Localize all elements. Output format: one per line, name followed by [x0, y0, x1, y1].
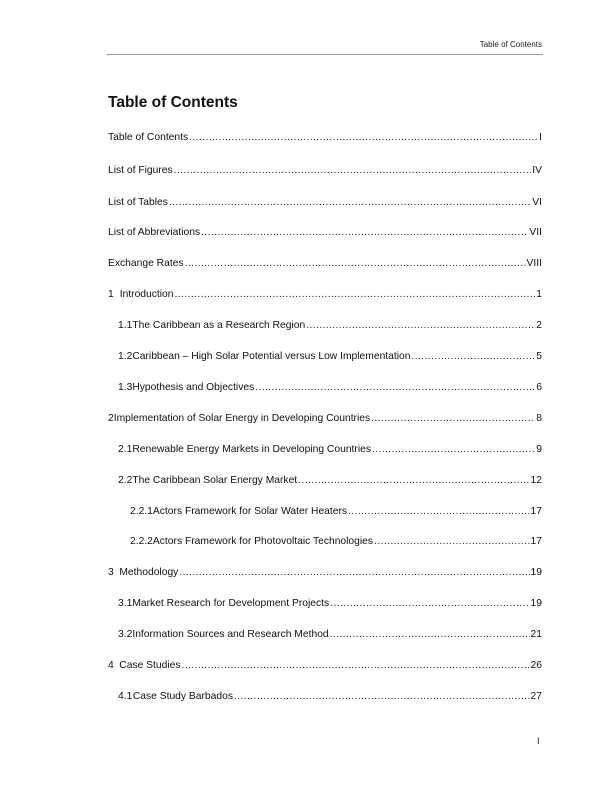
toc-entry-page: 21 [530, 629, 542, 640]
toc-entry[interactable] [118, 443, 542, 457]
toc-entry-page: IV [532, 165, 542, 176]
toc-entry[interactable] [108, 412, 542, 426]
toc-entry[interactable] [118, 690, 542, 704]
toc-entry-title: Methodology [119, 567, 179, 578]
toc-entry-number: 2.2.1 [130, 506, 153, 517]
toc-entry-title: The Caribbean Solar Energy Market [132, 475, 298, 486]
toc-entry[interactable] [108, 257, 542, 271]
dot-leader [374, 535, 529, 549]
dot-leader [306, 319, 535, 333]
toc-entry[interactable] [118, 350, 542, 364]
toc-entry-number: 2.2 [118, 475, 133, 486]
toc-entry-number: 2 [108, 413, 114, 424]
toc-entry-title: Caribbean – High Solar Potential versus Low Implementation [132, 351, 411, 362]
toc-entry-page: 5 [536, 351, 542, 362]
dot-leader [371, 412, 535, 426]
toc-entry-page: 1 [536, 289, 542, 300]
toc-entry[interactable] [108, 164, 542, 178]
toc-entry-page: 6 [536, 382, 542, 393]
dot-leader [179, 566, 529, 580]
toc-entry-title: The Caribbean as a Research Region [132, 320, 306, 331]
toc-entry-number: 3 [108, 567, 114, 578]
dot-leader [169, 196, 531, 210]
toc-entry[interactable] [118, 597, 542, 611]
toc-entry-title: Exchange Rates [108, 258, 184, 269]
toc-entry[interactable] [108, 659, 542, 673]
toc-entry-title: Introduction [119, 289, 174, 300]
toc-entry[interactable] [108, 226, 542, 240]
toc-entry-number: 1.3 [118, 382, 133, 393]
toc-entry-page: 27 [530, 691, 542, 702]
page-number: I [537, 736, 540, 746]
toc-entry-title: Case Studies [119, 660, 181, 671]
toc-entry-title: Actors Framework for Photovoltaic Technologies [152, 536, 374, 547]
toc-entry-title: Table of Contents [108, 132, 189, 143]
dot-leader [201, 226, 528, 240]
toc-entry-page: 26 [530, 660, 542, 671]
toc-entry[interactable] [118, 381, 542, 395]
dot-leader [348, 505, 529, 519]
toc-entry-number: 4 [108, 660, 114, 671]
dot-leader [185, 257, 526, 271]
toc-entry-title: Market Research for Development Projects [132, 598, 330, 609]
toc-entry-page: 9 [536, 444, 542, 455]
toc-entry[interactable] [118, 319, 542, 333]
toc-entry-page: 17 [530, 506, 542, 517]
toc-entry-title: Information Sources and Research Method [132, 629, 329, 640]
toc-entry-title: Actors Framework for Solar Water Heaters [152, 506, 348, 517]
dot-leader [234, 690, 530, 704]
toc-entry-title: Implementation of Solar Energy in Developing Countries [113, 413, 371, 424]
toc-entry-number: 1 [108, 289, 114, 300]
toc-entry[interactable] [118, 628, 542, 642]
toc-entry-title: List of Figures [108, 165, 173, 176]
toc-entry-page: VI [532, 197, 542, 208]
toc-entry-number: 2.2.2 [130, 536, 153, 547]
dot-leader [175, 288, 536, 302]
toc-entry[interactable] [108, 566, 542, 580]
dot-leader [255, 381, 535, 395]
toc-entry-page: 19 [530, 598, 542, 609]
page-title: Table of Contents [108, 94, 238, 111]
running-header: Table of Contents [479, 40, 542, 49]
toc-entry-number: 3.1 [118, 598, 133, 609]
toc-entry-page: VIII [526, 258, 542, 269]
toc-entry-title: List of Abbreviations [108, 227, 201, 238]
toc-entry-number: 1.2 [118, 351, 133, 362]
toc-entry-title: List of Tables [108, 197, 168, 208]
toc-entry-page: 2 [536, 320, 542, 331]
header-rule [107, 54, 543, 55]
toc-entry-number: 2.1 [118, 444, 133, 455]
toc-entry-page: 8 [536, 413, 542, 424]
dot-leader [412, 350, 536, 364]
toc-entry-page: 19 [530, 567, 542, 578]
toc-entry[interactable] [130, 535, 542, 549]
toc-entry-number: 1.1 [118, 320, 133, 331]
toc-entry-page: I [539, 132, 542, 143]
toc-entry[interactable] [130, 505, 542, 519]
toc-entry-number: 3.2 [118, 629, 133, 640]
toc-entry-title: Renewable Energy Markets in Developing Countries [132, 444, 371, 455]
toc-entry-title: Case Study Barbados [132, 691, 233, 702]
dot-leader [174, 164, 532, 178]
dot-leader [182, 659, 530, 673]
dot-leader [330, 628, 530, 642]
toc-entry[interactable] [108, 196, 542, 210]
toc-entry[interactable] [108, 131, 542, 145]
dot-leader [330, 597, 529, 611]
toc-entry[interactable] [118, 474, 542, 488]
toc-entry-page: 12 [530, 475, 542, 486]
dot-leader [298, 474, 529, 488]
dot-leader [372, 443, 535, 457]
toc-entry-page: VII [529, 227, 542, 238]
toc-entry-page: 17 [530, 536, 542, 547]
toc-entry-title: Hypothesis and Objectives [132, 382, 255, 393]
toc-entry-number: 4.1 [118, 691, 133, 702]
dot-leader [189, 131, 538, 145]
toc-entry[interactable] [108, 288, 542, 302]
